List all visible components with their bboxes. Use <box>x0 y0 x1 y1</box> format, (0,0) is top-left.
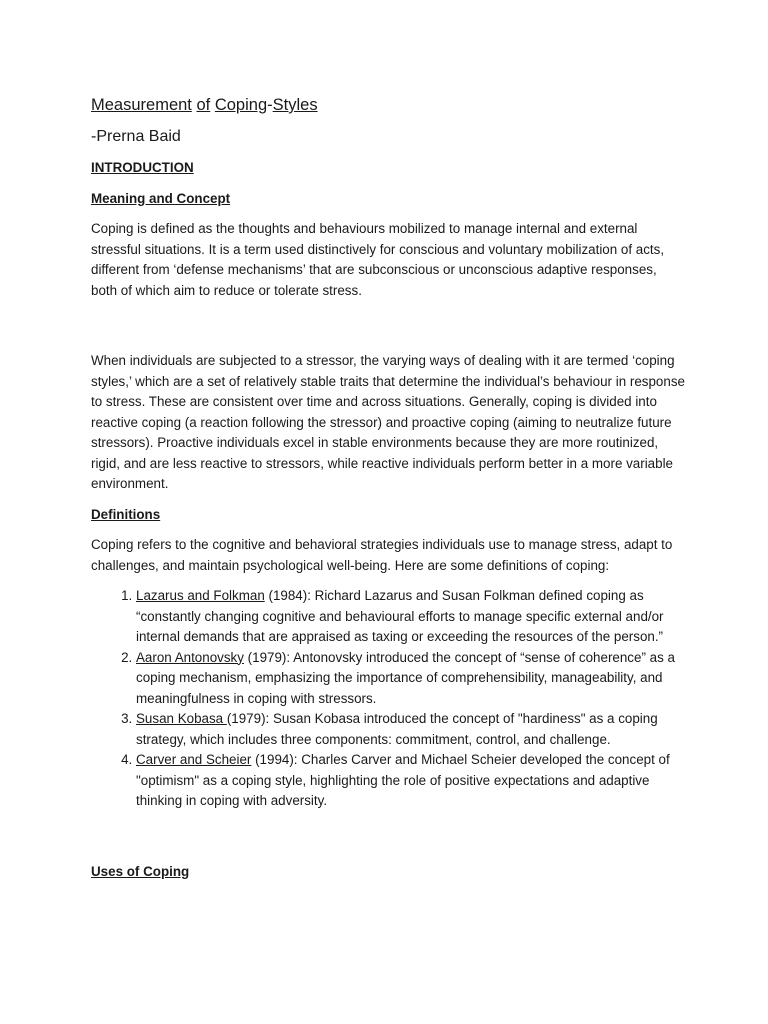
spacer <box>91 311 686 351</box>
title-word-of: of <box>196 96 211 114</box>
definition-text: (1979): Antonovsky introduced the concept of “sense of coherence” as a coping mechanism, emphasizing the importance of comprehensibility, manageability, and meaningfulness in coping with stressors. <box>136 649 675 706</box>
author-line: -Prerna Baid <box>91 128 181 145</box>
definition-text: (1984): Richard Lazarus and Susan Folkman defined coping as “constantly changing cognitive and behavioural efforts to manage specific external and/or internal demands that are appraised as taxing or exceeding the resources of the person.” <box>136 588 664 644</box>
definition-item <box>136 586 686 648</box>
definition-item <box>136 709 686 750</box>
title-word-coping: Coping <box>214 96 268 114</box>
definitions-intro: Coping refers to the cognitive and behavioral strategies individuals use to manage stress, adapt to challenges, and maintain psychological well-being. Here are some definitions of coping: <box>91 537 673 573</box>
title-word-measurement: Measurement <box>91 96 192 114</box>
uses-heading: Uses of Coping <box>91 863 190 879</box>
definition-author: Carver and Scheier <box>136 752 252 767</box>
definitions-list <box>91 586 686 812</box>
definition-author: Lazarus and Folkman <box>136 588 265 603</box>
document-title <box>91 94 686 116</box>
title-hyphen: - <box>267 96 273 114</box>
definition-text: (1979): Susan Kobasa introduced the concept of "hardiness" as a coping strategy, which includes three components: commitment, control, and challenge. <box>136 711 658 747</box>
spacer <box>91 822 686 862</box>
definition-text: (1994): Charles Carver and Michael Scheier developed the concept of "optimism" as a coping style, highlighting the role of positive expectations and adaptive thinking in coping with adversity. <box>136 752 670 808</box>
paragraph-coping-styles: When individuals are subjected to a stressor, the varying ways of dealing with it are termed ‘coping styles,’ which are a set of relatively stable traits that determine the individual’s behaviour in response to stress. These are consistent over time and across situations. Generally, coping is divided into reactive coping (a reaction following the stressor) and proactive coping (aiming to neutralize future stressors). Proactive individuals excel in stable environments because they are more routinized, rigid, and are less reactive to stressors, while reactive individuals perform better in a more variable environment. <box>91 353 685 491</box>
title-word-styles: Styles <box>272 96 318 114</box>
meaning-heading: Meaning and Concept <box>91 190 231 206</box>
definition-author: Susan Kobasa <box>136 711 227 726</box>
document-body <box>91 94 686 892</box>
paragraph-coping-definition: Coping is defined as the thoughts and behaviours mobilized to manage internal and external stressful situations. It is a term used distinctively for conscious and voluntary mobilization of acts, different from ‘defense mechanisms’ that are subconscious or unconscious adaptive responses, both of which aim to reduce or tolerate stress. <box>91 221 665 298</box>
introduction-heading: INTRODUCTION <box>91 160 194 175</box>
definition-item <box>136 750 686 812</box>
definition-item <box>136 648 686 710</box>
definitions-heading: Definitions <box>91 506 161 522</box>
definition-author: Aaron Antonovsky <box>136 649 244 665</box>
